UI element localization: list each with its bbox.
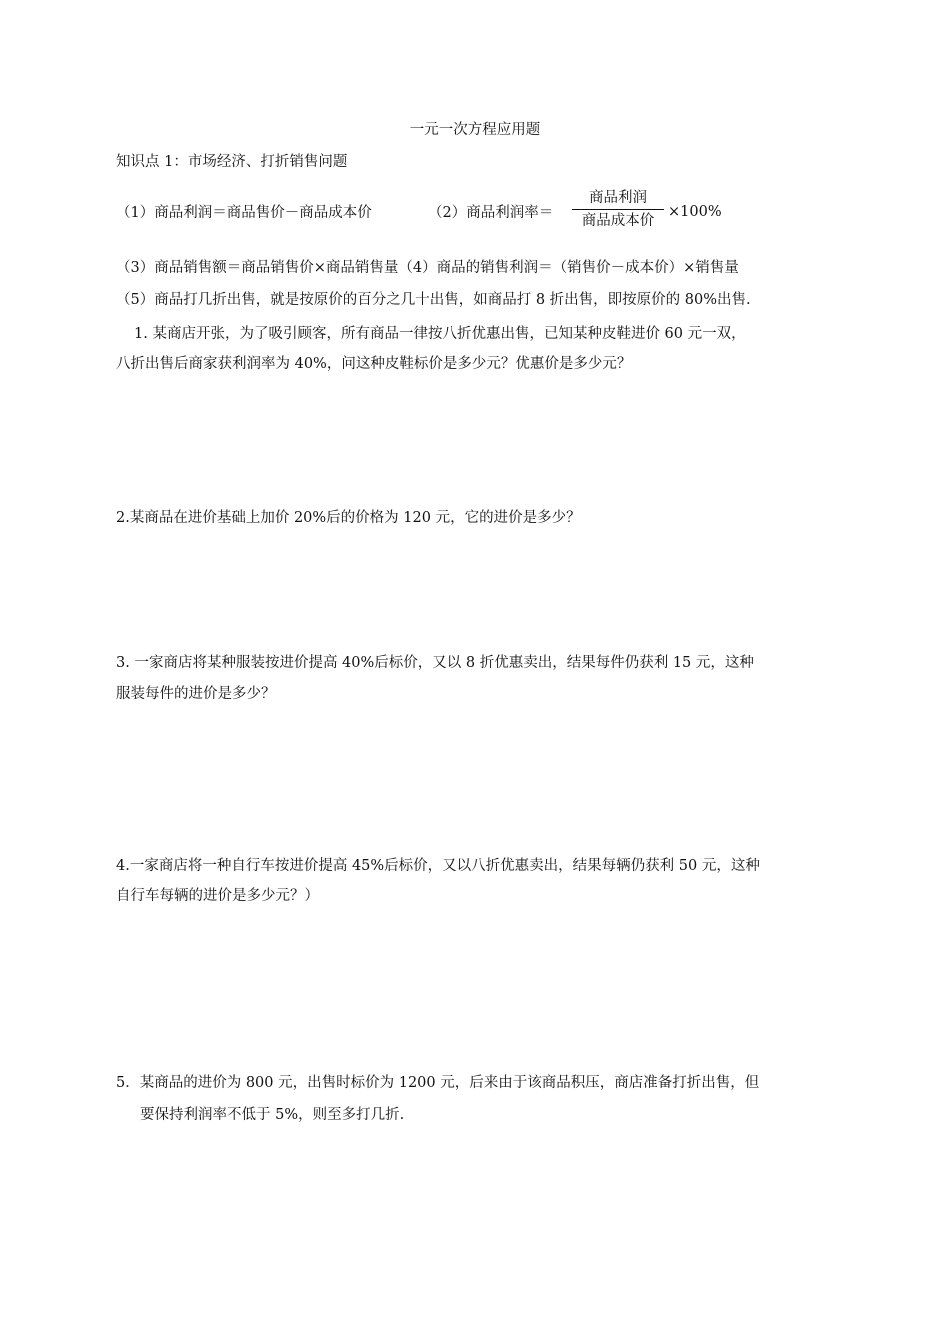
fraction-numerator: 商品利润: [589, 190, 647, 206]
question-3-line-2: 服装每件的进价是多少？: [116, 686, 276, 702]
question-1-line-1: 1. 某商店开张，为了吸引顾客，所有商品一律按八折优惠出售，已知某种皮鞋进价 60 元一双，: [134, 326, 746, 342]
formula-1: （1）商品利润＝商品售价－商品成本价: [116, 205, 372, 221]
question-5-line-2: 要保持利润率不低于 5%，则至多打几折.: [140, 1107, 405, 1123]
question-1-line-2: 八折出售后商家获利润率为 40%，问这种皮鞋标价是多少元？优惠价是多少元？: [116, 356, 632, 372]
fraction-denominator: 商品成本价: [581, 213, 655, 229]
formula-2-suffix: ×100%: [668, 204, 722, 220]
question-4-line-1: 4.一家商店将一种自行车按进价提高 45%后标价，又以八折优惠卖出，结果每辆仍获利 50 元，这种: [116, 858, 760, 874]
page-title: 一元一次方程应用题: [409, 122, 541, 138]
knowledge-heading: 知识点 1：市场经济、打折销售问题: [116, 154, 348, 170]
formula-3-4: （3）商品销售额＝商品销售价×商品销售量（4）商品的销售利润＝（销售价－成本价）×销售量: [116, 260, 739, 276]
formula-5: （5）商品打几折出售，就是按原价的百分之几十出售，如商品打 8 折出售，即按原价的 80%出售.: [116, 292, 751, 308]
formula-2-label: （2）商品利润率＝: [428, 205, 554, 221]
formula-2-fraction: [572, 188, 664, 231]
question-2-line-1: 2.某商品在进价基础上加价 20%后的价格为 120 元，它的进价是多少？: [116, 510, 581, 526]
question-5-line-1: 5．某商品的进价为 800 元，出售时标价为 1200 元，后来由于该商品积压，商店准备打折出售，但: [116, 1075, 760, 1091]
fraction-bar: [572, 209, 664, 210]
question-3-line-1: 3. 一家商店将某种服装按进价提高 40%后标价，又以 8 折优惠卖出，结果每件仍获利 15 元，这种: [116, 655, 754, 671]
question-4-line-2: 自行车每辆的进价是多少元？）: [116, 888, 319, 904]
